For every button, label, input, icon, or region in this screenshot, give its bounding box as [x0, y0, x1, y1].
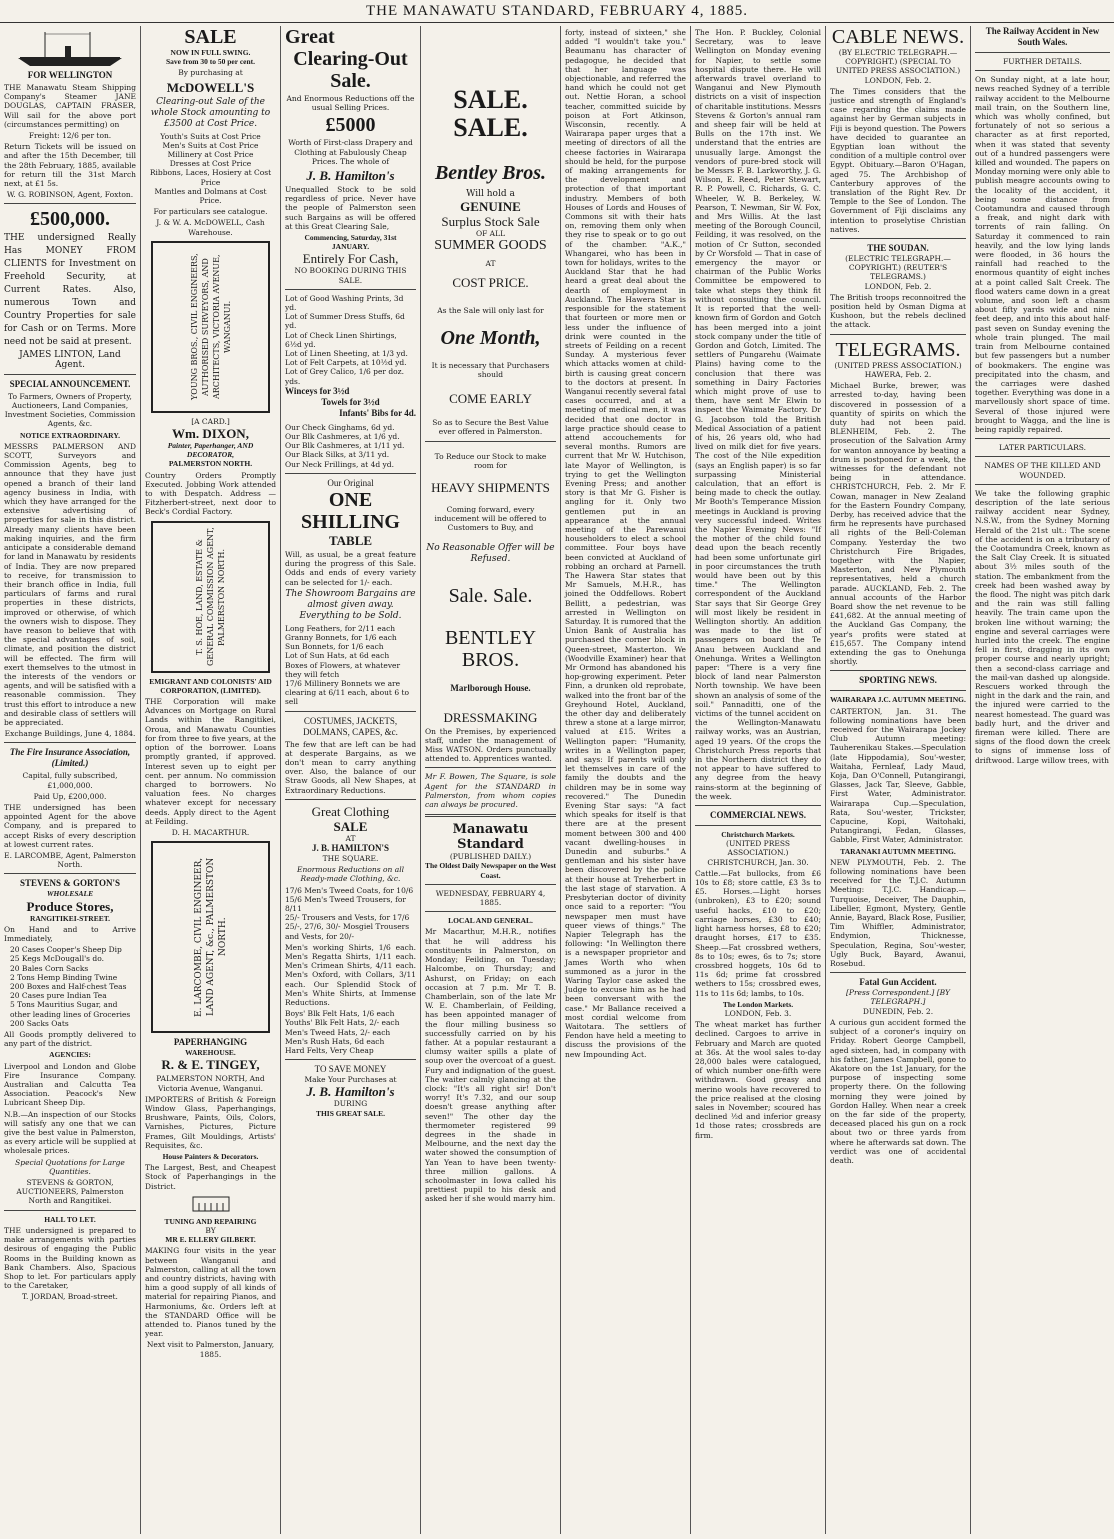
list-item: Boys' Blk Felt Hats, 1/6 each [285, 1009, 395, 1019]
stevens-sign: STEVENS & GORTON, AUCTIONEERS, Palmerston North and Rangitikei. [16, 1178, 124, 1206]
names: NAMES OF THE KILLED AND WOUNDED. [984, 461, 1101, 480]
list-item: 20 Cases Cooper's Sheep Dip [10, 945, 122, 955]
stevens-items [4, 945, 136, 1028]
emigrant-body: THE Corporation will make Advances on Mortgage on Rural Lands within the Rangitikei, Oroua, and Manawatu Counties for from three to five years, at the option of the borrower. Loans promptly granted, if approved. Interest seven up to eight per cent. per annum. No commission charged to borrowers. No valuation fees. No charges whatever except for necessary deeds. Apply direct to the Agent at Feilding. [145, 697, 276, 826]
warehouse: WAREHOUSE. [185, 1048, 236, 1058]
list-item: 25/- Trousers and Vests, for 17/6 [285, 913, 410, 923]
square: THE SQUARE. [322, 853, 379, 863]
cable-sub: (BY ELECTRIC TELEGRAPH.—COPYRIGHT.) (SPECIAL TO UNITED PRESS ASSOCIATION.) [835, 48, 961, 76]
taranaki: TARANAKI AUTUMN MEETING. [840, 846, 956, 856]
agencies-title: AGENCIES: [49, 1050, 91, 1060]
list-item: Our Black Silks, at 3/11 yd. [285, 450, 390, 460]
soudan-sub: (ELECTRIC TELEGRAPH.—COPYRIGHT.) (REUTER'S TELEGRAMS.) [845, 254, 951, 282]
list-item: Lot of Grey Calico, 1/6 per doz. yds. [285, 367, 405, 386]
save-money: TO SAVE MONEY [314, 1064, 387, 1075]
house: Marlborough House. [450, 682, 531, 693]
london-date: LONDON, Feb. 3. [724, 1008, 792, 1018]
hall-body: THE undersigned is prepared to make arrangements with parties desirous of engaging the Public Rooms in the Building known as Bank Chambers. Also, Spacious Shop to let. For particulars apply to the Caretaker, [4, 1225, 136, 1291]
local-body: Mr Macarthur, M.H.R., notifies that he will address his constituents in Palmerston, on Monday; Feilding, on Tuesday; Halcombe, on Thursday; and Ashurst, on Friday; on each occasion at 7 p.m. Mr T. B. Chamberlain, son of the late Mr W. E. Chamberlain, of Feilding, has been appointed manager of the flour milling business so successfully carried on by his father. At a popular restaurant a clumsy waiter spills a plate of soup over the overcoat of a guest. Fury and indignation of the guest. The waiter calmly glancing at the clock: "It's all right sir! Don't worry! It's 7.32, and our soup doesn't grease anything after seven!" The other day the thermometer registered 99 degrees in the shade in Melbourne, and the next day the water showed the consumption of Yan Yean to have been twenty-three million gallons. A schoolmaster in Iowa called his prettiest pupil to his desk and asked her if she would marry him. [425, 927, 556, 1204]
column-6 [690, 26, 825, 1534]
dateline: WEDNESDAY, FEBRUARY 4, 1885. [435, 888, 546, 908]
during: DURING [333, 1099, 368, 1109]
list-item: 17/6 Men's Tweed Coats, for 10/6 [285, 885, 414, 895]
telegrams: TELEGRAMS. [835, 338, 961, 361]
list-item: Our Neck Frillings, at 4d yd. [285, 459, 394, 469]
shirts: Men's working Shirts, 1/6 each. Men's Regatta Shirts, 1/11 each. Men's Crimean Shirts, 4/11 each. Men's Oxford, with Collars, 3/11 each. Our Splendid Stock of Men's White Shirts, at Immense Reductions. [285, 942, 416, 1007]
sale-items [145, 132, 276, 206]
hall-title: HALL TO LET. [44, 1214, 96, 1224]
genuine: GENUINE [460, 199, 521, 215]
tingey-house: House Painters & Decorators. [162, 1151, 259, 1161]
list-item: 200 Sacks Oats [10, 1018, 69, 1028]
list-item: Men's Rush Hats, 6d each [285, 1036, 385, 1046]
steamship-icon [10, 28, 130, 68]
cost: COST PRICE. [452, 274, 529, 290]
cable: CABLE NEWS. [831, 26, 965, 48]
oldest: The Oldest Daily Newspaper on the West Coast. [425, 861, 556, 880]
column-7 [825, 26, 970, 1534]
fatal: Fatal Gun Accident. [859, 977, 937, 988]
chch-assoc: (UNITED PRESS ASSOCIATION.) [726, 839, 790, 858]
list-item: Lot of Summer Dress Stuffs, 6d yd. [285, 312, 405, 331]
ship-freight: Freight: 12/6 per ton. [28, 131, 112, 141]
column-8 [970, 26, 1114, 1534]
list-item: Lot of Linen Sheeting, at 1/3 yd. [285, 349, 408, 359]
gilbert: MR E. ELLERY GILBERT. [165, 1235, 256, 1245]
tuning: TUNING AND REPAIRING [164, 1216, 257, 1226]
list-item: 15/6 Men's Tweed Trousers, for 8/11 [285, 894, 406, 913]
sporting: SPORTING NEWS. [859, 675, 937, 686]
chch-body: Cattle.—Fat bullocks, from £6 10s to £8; store cattle, £3 3s to £5. Horses.—Light horses (unbroken), £3 to £20; sound useful hacks, £10 to £20; carriage horses, £30 to £40; light harness horses, £8 to £20; draught horses, £17 to £35. Sheep.—Fat crossbred wethers, 8s to 10s; ewes, 6s to 7s; store crossbred hoggets, 10s 6d to 11s 6d; prime fat crossbred wethers to 15s; crossbred ewes, 11s to 11s 6d; lambs, to 10s. [695, 868, 821, 998]
list-item: Sun Bonnets, for 1/6 each [285, 642, 384, 652]
clearing: Clearing-Out Sale. [293, 48, 408, 92]
soudan-date: LONDON, Feb. 2. [864, 281, 932, 291]
costumes: COSTUMES, JACKETS, DOLMANS, CAPES, &c. [303, 715, 398, 737]
costumes-body: The few that are left can be had at desperate Bargains, as we don't mean to carry anything over. Also, the balance of our Straw Goods, all New Shapes, at Extraordinary Reductions. [285, 739, 416, 795]
list-item: 20 Bales Corn Sacks [10, 963, 89, 973]
published: (PUBLISHED DAILY.) [449, 852, 532, 862]
ship-return: Return Tickets will be issued on and after the 15th December, till the 28th February, 1885, available for return till the 31st March next, at £1 5s. [4, 142, 136, 189]
lots2 [285, 423, 416, 469]
list-item: Men's Suits at Cost Price [162, 140, 259, 150]
sale-save: Save from 30 to 50 per cent. [165, 57, 256, 67]
hamilton: J. B. Hamilton's [306, 168, 395, 184]
coming: Coming forward, every inducement will be offered to Customers to Buy, and [434, 505, 547, 533]
hall-sign: T. JORDAN, Broad-street. [22, 1292, 118, 1302]
notice-title: NOTICE EXTRAORDINARY. [20, 430, 120, 440]
table-body: Will, as usual, be a great feature during the progress of this Sale. Odds and ends of every variety can be selected for 1/- each. [285, 549, 416, 587]
fire-capital: Capital, fully subscribed, £1,000,000. [22, 771, 118, 790]
bibs: Infants' Bibs for 4d. [339, 407, 416, 418]
shilling: ONE SHILLING [301, 488, 400, 533]
sale-sub: NOW IN FULL SWING. [170, 48, 251, 57]
clothes [285, 886, 416, 941]
dress: DRESSMAKING [443, 709, 538, 725]
masthead: THE MANAWATU STANDARD, FEBRUARY 4, 1885. [0, 0, 1114, 23]
agent-note: Mr F. Bowen, The Square, is sole Agent for the STANDARD in Palmerston, from whom copies can always be procured. [425, 772, 556, 810]
chch-title: Christchurch Markets. [721, 830, 795, 840]
tuning-by: BY [205, 1225, 216, 1235]
sale-by: By purchasing at [178, 68, 243, 78]
list-item: Youths' Blk Felt Hats, 2/- each [285, 1018, 400, 1028]
column-2 [140, 26, 280, 1534]
dixon-name: Wm. DIXON, [172, 426, 249, 442]
towels: Towels for 3½d [321, 396, 380, 407]
column-3 [280, 26, 420, 1534]
col5-body: forty, instead of sixteen," she added "I wouldn't take you." Beaumanu has character of pedagogue, he decided that that her language was objectionable, and referred the hand which he could not get out. Nettie Horan, a school teacher, committed suicide by poison at Fort Atkinson, Wisconsin, recently. A Wairarapa paper urges that a meeting of directors of all the cheese factories in Wairarapa should be held, for the purpose of making arrangements for the development and protection of that important industry. Members of both Houses of Lords and Houses of Commons sit with their hats on, removing them only when they rise to speak or to go out of the chamber. "A.K.," Whangarei, who has been in town for holidays, writes to the Auckland Star that he had heard a great deal about the dearth of employment in Auckland. The Hawera Star is responsible for the statement that fourteen or more men or less under the influence of drink were counted in the streets of Feilding on a recent Sunday. A mysterious fever which attacks women at child-birth is causing great concern to the doctors at present. In Wanganui recently several fatal cases occurred, and at a meeting of medical men, it was decided that one doctor in large practice should cease to attend accouchements for several months. Rumors are current that Mr W. Hutchison, late Mayor of Wellington, is trying to get the Wellington Evening Press; and another story is that Mr G. Fisher is angling for it. Only two gentlemen put in an appearance at the annual meeting of the Parewanui householders to elect a school committee. Four boys have been convicted at Auckland of robbing an orchard at Parnell. The Hawera Star states that Mr Samuels, M.H.R., has joined the Oddfellows. Robert Bellitt, a pedestrian, was arrested in Wellington on Saturday. It is rumored that the Union Bank of Australia has purchased the corner block in Queen-street, Masterton. We (Woodville Examiner) hear that Mr Ormond has abandoned his hop-growing experiment. Peter Finn, a drunken old reprobate, walked into the front bar of the Greyhound Hotel, Auckland, the other day and deliberately threw a stone at a large mirror, valued at £15. Writes a Wellington paper: "Humanity, writes in a Wellington paper, and says: If parents will only let themselves in care of the family the doubts and the children may be in some way recovered." The Dunedin Evening Star says: "A fact which speaks for itself is that there are at the present moment between 300 and 400 vacant dwelling-houses in Dunedin and suburbs." A gentleman and his sister have been discovered by the police at their house at Treherbert in the last stage of starvation. A Presbyterian doctor of divinity once said to a reporter: "You newspaper men must have queer views of things." The Napier Telegraph has the following: "In Wellington there is a newspaper proprietor and James Worth who when summoned as a juror in the Waring Taylor case asked the Judge to excuse him as he had been conversant with the case." Mr Ballance received a most cordial welcome from Waitotara. The settlers of Fendon have held a meeting to discuss the provisions of the new Impounding Act. [565, 28, 686, 1059]
list-item: Lot of Good Washing Prints, 3d yd. [285, 293, 404, 313]
tingey: R. & E. TINGEY, [161, 1057, 260, 1073]
chch-date: CHRISTCHURCH, Jan. 30. [707, 857, 809, 867]
dixon-place: PALMERSTON NORTH. [168, 459, 253, 469]
sale-header: SALE. SALE. [453, 85, 528, 142]
commencing: Commencing, Saturday, 31st JANUARY. [304, 233, 397, 252]
reduce: To Reduce our Stock to make room for [434, 451, 547, 470]
list-item: 17/6 Millinery Bonnets we are clearing at 6/11 each, about 6 to sell [285, 678, 410, 707]
agencies: Liverpool and London and Globe Fire Insurance Company. Australian and Calcutta Tea Association. Peacock's New Lubricant Sheep Dip. [4, 1061, 136, 1108]
fire-paid: Paid Up, £200,000. [33, 791, 107, 801]
paperhanging: PAPERHANGING [173, 1037, 248, 1048]
of-all: OF ALL [475, 229, 506, 239]
london-title: The London Markets. [722, 999, 794, 1009]
clothing: Great Clothing [311, 803, 390, 819]
wairarapa: WAIRARAPA J.C. AUTUMN MEETING. [830, 695, 966, 705]
list-item: Long Feathers, for 2/11 each [285, 623, 396, 633]
cable-body: The Times considers that the justice and strength of England's case regarding the claims made against her by German subjects in Fiji is beyond question. The Powers have decided to guarantee an Egyptian loan without the condition of a multiple control over Egypt. Obituary.—Baron O'Hagan, aged 75. The Archbishop of Canterbury approves of the translation of the Right Rev. Dr Temple to the See of London. The Government of Fiji disclaims any intention to proselytise Christian natives. [830, 86, 966, 234]
sale-title: SALE [184, 26, 237, 48]
list-item: Boxes of Flowers, at whatever they will fetch [285, 660, 401, 679]
sport-body: CARTERTON, Jan. 31. The following nominations have been received for the Wairarapa Jockey Club Autumn meeting: Tauherenikau Stakes.—Speculation (late Hippodamia), Sou'-wester, Waitaha, Fernleaf, Lady Maud, Koja, Dan O'Connell, Putangirangi, Glasses, Jack Tar, Sleeve, Gabble, First Water, Administrator. Wairarapa Cup.—Speculation, Rata, Sou'-wester, Trickster, Capucine, Kopi, Waitohaki, Putangirangi, Fedan, Glasses, Gabble, First Water, Administrator. [830, 706, 966, 845]
early: COME EARLY [449, 391, 532, 407]
list-item: 25/-, 27/6, 30/- Mosgiel Trousers and Vests, for 20/- [285, 922, 410, 941]
list-item: Men's Tweed Hats, 2/- each [285, 1027, 391, 1037]
this-sale: THIS GREAT SALE. [315, 1108, 386, 1118]
list-item: Lot of Felt Carpets, at 10½d yd. [285, 358, 407, 368]
list-item: 200 Boxes and Half-chest Teas [10, 982, 127, 992]
railway-headline: The Railway Accident in New South Wales. [985, 26, 1100, 47]
no-offer: No Reasonable Offer will be Refused. [426, 542, 555, 564]
bros: BENTLEY BROS. [444, 626, 537, 671]
heavy: HEAVY SHIPMENTS [431, 480, 550, 496]
money-amount: £500,000. [30, 208, 110, 231]
tel-hawera: HAWERA, Feb. 2. [864, 369, 932, 379]
list-item: Our Blk Cashmeres, at 1/6 yd. [285, 432, 400, 442]
stevens-special: Special Quotations for Large Quantities. [15, 1157, 125, 1176]
tingey-body: IMPORTERS of British & Foreign Window Glass, Paperhangings, Brushware, Paints, Oils, Colors, Varnishes, Pictures, Picture Frames, Gilt Mouldings, Artists' Requisites, &c. [145, 1094, 276, 1150]
cash: Entirely For Cash, [302, 251, 399, 267]
list-item: Youth's Suits at Cost Price [160, 131, 261, 141]
emigrant-sign: D. H. MACARTHUR. [171, 827, 250, 837]
dress-body: On the Premises, by experienced staff, under the management of Miss WATSON. Orders punctually attended to. Apprentices wanted. [425, 726, 556, 764]
list-item: Granny Bonnets, for 1/6 each [285, 632, 397, 642]
reductions: And Enormous Reductions off the usual Selling Prices. [286, 94, 415, 113]
taranaki-body: NEW PLYMOUTH, Feb. 2. The following nominations have been received for the T.J.C. Autumn Meeting: T.J.C. Handicap.—Turquoise, Deceiver, The Dauphin, Libeller, Egmont, Mystery, Gentle Annie, Bayard, Black Rose, Fusilier, Tim Whiffler, Administrator, Endymion, Thicknesse, Speculation, Regina, Sou'-wester, Ugly Buck, Bayard, Awanui, Rosebud. [830, 857, 966, 969]
money-ad: THE undersigned Really Has MONEY FROM CLIENTS for Investment on Freehold Security, at Current Rates. Also, numerous Town and Country Properties for sale for Cash or on Terms. More need not be said at present. [4, 233, 136, 348]
table: TABLE [328, 532, 373, 548]
gilbert-body: MAKING four visits in the year between Wanganui and Palmerston, calling at all the town and country districts, having with him a good supply of all kinds of material for repairing Pianos, and Harmoniums, &c. Orders left at the STANDARD Office will be attended to. Pianos tuned by the year. [145, 1246, 276, 1339]
sale-store: McDOWELL'S [166, 79, 255, 95]
enormous: Enormous Reductions on all Ready-made Clothing, &c. [296, 865, 404, 884]
stevens-stores: Produce Stores, [26, 898, 114, 914]
dixon-body: Country Orders Promptly Executed. Jobbing Work attended to with Despatch. Address — Fitzherbert-street, next door to Beck's Cordial Factory. [145, 470, 276, 517]
ship-agent: W. G. ROBINSON, Agent, Foxton. [6, 190, 134, 200]
railway-sub: FURTHER DETAILS. [1003, 57, 1082, 66]
surplus: Surplus Stock Sale [441, 214, 540, 230]
dixon-trade: Painter, Paperhanger, AND DECORATOR, [167, 441, 254, 460]
fire-agent: E. LARCOMBE, Agent, Palmerston North. [4, 850, 136, 870]
price: £5000 [325, 114, 376, 137]
piano-icon [191, 1193, 231, 1215]
stevens-nb: N.B.—An inspection of our Stocks will satisfy any one that we can give the best value in Palmerston, as every article will be supplied at wholesale prices. [4, 1109, 136, 1156]
special-sub: To Farmers, Owners of Property, Auctioneers, Land Companies, Investment Societies, Commission Agents, &c. [4, 391, 136, 429]
list-item: Our Blk Cashmeres, at 1/11 yd. [285, 441, 405, 451]
worth: Worth of First-class Drapery and Clothing at Fabulously Cheap Prices. The whole of [288, 138, 413, 166]
list-item: Lot of Sun Hats, at 6d each [285, 651, 390, 661]
notice-body: MESSRS PALMERSON AND SCOTT, Surveyors and Commission Agents, beg to announce that they have just opened a branch of their land agency business in India, with which they have arranged for the extensive advertising of properties for sale in this district. Already many clients have been making inquiries, and the firm anticipate a considerable demand for land in Manawatu by residents of India. They are now prepared to receive, for transmission to their branch office in India, full particulars of farms and rural properties in these districts, improved or otherwise, of which the owners wish to dispose. They have reason to believe that with the special advantages of soil, climate, and position the district will be effected. The firm will exert themselves to the utmost in the interests of the vendors or agents, and will be satisfied with a reasonable commission. They trust this effort to introduce a new and desirable class of settlers will be appreciated. [4, 441, 137, 727]
fire-title: The Fire Insurance Association, (Limited.) [9, 747, 131, 769]
secure: So as to Secure the Best Value ever offered in Palmerston. [432, 418, 549, 437]
at-label: AT [485, 259, 496, 269]
ship-title: FOR WELLINGTON [27, 70, 113, 80]
hamilton3: J. B. Hamilton's [306, 1084, 395, 1100]
list-item: 25 Kegs McDougall's do. [10, 954, 104, 964]
tel-body: Michael Burke, brewer, was arrested to-day, having been discovered in possession of a quantity of spirits on which the duty had not been paid. BLENHEIM, Feb. 2. The prosecution of the Salvation Army for wanton annoyance by beating a drum is postponed for a week, the witnesses for the defendant not being in attendance. CHRISTCHURCH, Feb. 2. Mr F. Cowan, manager in New Zealand for the Eastern Foundry Company, Derby, has received advice that the firm he represents have purchased all rights of the Bell-Coleman Company. Yesterday the two Christchurch Fire Brigades, together with the Napier, Masterton, and New Plymouth representatives, held a church parade. AUCKLAND, Feb. 2. The annual accounts of the Harbor Board show the net revenue to be £41,682. At the annual meeting of the Auckland Gas Company, the year's profits were stated at £15,657. The Company intend extending the gas to Onehunga shortly. [830, 381, 966, 667]
fire-body: THE undersigned has been appointed Agent for the above Company, and is prepared to accept Risks of every description at lowest current rates. [4, 802, 136, 849]
hoe-card: T. S. HOE, LAND, ESTATE & GENERAL COMMISSION AGENT, PALMERSTON NORTH. [151, 521, 270, 673]
commercial: COMMERCIAL NEWS. [709, 810, 806, 821]
notice-date: Exchange Buildings, June 4, 1884. [4, 729, 136, 739]
tel-assoc: (UNITED PRESS ASSOCIATION.) [834, 360, 962, 370]
local: LOCAL AND GENERAL. [448, 916, 533, 926]
original: Our Original [327, 477, 374, 488]
month: One Month, [440, 326, 541, 349]
purchases: Make Your Purchases at [304, 1075, 397, 1085]
cable-london: LONDON, Feb. 2. [864, 75, 932, 85]
soudan: THE SOUDAN. [867, 243, 929, 254]
sale2: SALE [333, 818, 368, 834]
list-item: 20 Cases pure Indian Tea [10, 991, 107, 1001]
stevens-title: STEVENS & GORTON'S [19, 878, 121, 889]
list-item: Ribbons, Laces, Hosiery at Cost Price [149, 168, 272, 187]
list-item: Mantles and Dolmans at Cost Price. [154, 186, 267, 206]
stevens-sub: WHOLESALE [46, 889, 94, 899]
paper-title: Manawatu Standard [452, 822, 529, 853]
sale-catalogue: For particulars see catalogue. [153, 207, 268, 217]
only: As the Sale will only last for [437, 305, 544, 315]
railway-body: On Sunday night, at a late hour, news reached Sydney of a terrible railway accident to the Melbourne mail train, on the Southern line, which was wholly confined, but fortunately of not so serious a character as at first reported, when it was stated that seventy out of a hundred passengers were killed and wounded. The papers on Monday morning were only able to publish meagre accounts owing to the locality of the accident, it being some distance from Cootamundra and caused through a freak, and night dark with torrents of rain falling. On Saturday it commenced to rain heavily, and the low lying lands were flooded, in 36 hours the rainfall had reached to the enormous quantity of eight inches at a point called Salt Creek. The flood waters came down in a great volume, and soon left a chasm about fifty yards wide and nine feet deep, and into this about half-past seven on Sunday evening the whole train plunged. The mail train from Melbourne contained but few passengers but a number of bookmakers. The engine was precipitated into the chasm, and the carriages were dashed together. Everything was done in a marvellously short space of time. Several of those injured were brought to Wagga, and the line is being rapidly repaired. [975, 75, 1110, 434]
lots [285, 294, 416, 386]
bentley: Bentley Bros. [434, 162, 547, 184]
fatal-body: A curious gun accident formed the subject of a coroner's inquiry on Friday. Robert George Campbell, aged sixteen, had, in company with his father, James Campbell, gone to Akatore on the 1st January, for the purpose of inspecting some property there. On the following morning they were joined by Gordon Halley. When near a creek on the far side of the property, deceased placed his gun on a rock about two or three yards from where he afterwards sat down. The verdict was one of accidental death. [830, 1017, 966, 1165]
soudan-body: The British troops reconnoitred the position held by Osman Digma at Kushoon, but the rebels declined the attack. [830, 292, 966, 330]
great: Great [285, 26, 335, 48]
hamilton-body: Unequalled Stock to be sold regardless of price. Never have the people of Palmerston seen such Bargains as will be offered at this Great Clearing Sale, [285, 185, 416, 231]
column-1 [0, 26, 140, 1534]
col6-body: The Hon. P. Buckley, Colonial Secretary, was to leave Wellington on Monday evening for Napier, to settle some hospital dispute there. He will afterwards travel overland to Wanganui and New Plymouth districts on a visit of inspection of charitable institutions. Messrs Stevens & Gorton's annual ram and sheep fair will be held at Bulls on the 17th inst. We understand that the entries are unusually large. Amongst the vendors of pure-bred stock will be Messrs F. B. Larkworthy, J. G. Wilson, E. Reed, Peter Stewart, R. P. Powell, C. Richards, G. C. Wheeler, W. B. Berkeley, W. Pearson, T. Newman, Sir W. Fox, and Mrs Willis. At the last meeting of the Borough Council, Feilding, it was resolved, on the motion of Cr Sutton, seconded by Cr Worsfold — That in case of emergency the mayor or chairman of the Public Works Committee be empowered to take what steps they think fit without consulting the council. It is reported that the well-known firm of Gordon and Gotch has been merged into a joint stock company under the title of Gordon and Gotch, Limited. The settlers of Pungarehu (Waimate Plains) having come to the conclusion that there was something in Dairy Factories which might prove of use to them, have sent Mr Elwin to inspect the Waimate Factory. Dr G. Jacobson told the British Medical Association of a patient of his, 26 years old, who had lived on milk diet for five years. The cost of the Nile expedition (says an English paper) is so far surpassing Ministerial calculation, that an effort is being made to check the outlay. Mr Booth's Temperance Mission meetings in Auckland is proving very successful indeed. Writes the Napier Evening News: "If the mother of the child found dead upon the beach recently had been some unfortunate girl in poor circumstances the truth would have been out by this time." The Wellington correspondent of the Auckland Star says that Sir George Grey will most likely be resident in Wellington shortly. An addition was made to the list of passengers on board the Te Anau between Auckland and Onehunga. Writes a Wellington paper: "There is a very fine block of land near Palmerston North township. We have been shown an analysis of some of the soil." Pannaditti, one of the victims of the tunnel accident on the Wellington-Manawatu railway works, was an Austrian, aged 19 years. Of the crops the Christchurch Press reports that in the Northern district they do not appear to have suffered to any degree from the heavy rains-storm at the beginning of the week. [695, 28, 821, 801]
list-item: Dresses at Cost Price [169, 159, 252, 169]
stevens-lead: On Hand and to Arrive Immediately, [4, 924, 136, 943]
emigrant-title: EMIGRANT AND COLONISTS' AID CORPORATION, (LIMITED). [149, 676, 272, 695]
column-5 [560, 26, 690, 1534]
no-booking: NO BOOKING DURING THIS SALE. [294, 266, 407, 285]
at: AT [345, 833, 356, 843]
sale-sign: J. & W. A. McDOWELL, Cash Warehouse. [156, 218, 265, 237]
feathers [285, 624, 416, 707]
later: LATER PARTICULARS. [998, 443, 1087, 453]
special-title: SPECIAL ANNOUNCEMENT. [9, 378, 131, 389]
will-hold: Will hold a [466, 189, 515, 199]
tingey-stock: The Largest, Best, and Cheapest Stock of Paperhangings in the District. [145, 1163, 276, 1191]
london-body: The wheat market has further declined. Cargoes to arrive in February and March are quoted at 36s. At the wool sales to-day 28,000 bales were catalogued, of which number one-fifth were withdrawn. Good greasy and merino wools have recovered to the price realised at the closing sales in November; scoured has declined ½d and inferior greasy 1d those rates; crossbreds are firm. [695, 1020, 821, 1140]
hamilton2: J. B. HAMILTON'S [311, 842, 390, 853]
later-body: We take the following graphic description of the late serious railway accident near Sydney, N.S.W., from the Sydney Morning Herald of the 21st ult.: The scene of the accident is on a tributary of the Cootamundra Creek, known as the Salt Clay Creek. It is situated about 3½ miles south of the station. The embankment from the creek had been washed away by the flood. The night was pitch dark and the rain was still falling heavily. The train came upon the broken line without warning; the engine and several carriages were hurled into the creek. The engine fell in first, dragging in its own proper course and nearly upright; then a second-class carriage and the mail-van dashed up alongside. Rescuers worked through the night in the dark and the rain, and the injured were carried to the nearest homestead. The guard was badly hurt, and the driver and fireman were killed. There are signs of the flood down the creek to signs of immense loss of driftwood. Large willow trees, with [975, 488, 1110, 765]
showroom: The Showroom Bargains are almost given away. Everything to be Sold. [285, 588, 416, 621]
necessary: It is necessary that Purchasers should [431, 360, 550, 380]
card-label: [A CARD.] [191, 416, 230, 426]
column-4 [420, 26, 560, 1534]
fatal-corr: [Press Correspondent.] [BY TELEGRAPH.] [846, 988, 950, 1007]
list-item: 5 Tons Mauritius Sugar, and other leading lines of Groceries [10, 1000, 131, 1019]
stevens-place: RANGITIKEI-STREET. [29, 913, 111, 923]
sale-sale: Sale. Sale. [448, 584, 533, 607]
hats [285, 1009, 416, 1055]
ship-ad: THE Manawatu Steam Shipping Company's Steamer JANE DOUGLAS, CAPTAIN FRASER, Will sail for the above port (circumstances permitting) on [4, 83, 136, 129]
list-item: Lot of Check Linen Shirtings, 6½d yd. [285, 330, 397, 349]
tingey-place: PALMERSTON NORTH, And Victoria Avenue, Wanganui. [156, 1074, 265, 1093]
summer: SUMMER GOODS [434, 238, 547, 254]
list-item: Our Check Ginghams, 6d yd. [285, 422, 395, 432]
larcombe-card: E. LARCOMBE, CIVIL ENGINEER, LAND AGENT, &c., PALMERSTON NORTH. [151, 841, 270, 1033]
list-item: Millinery at Cost Price [167, 150, 254, 160]
young-bros-card: YOUNG BROS., CIVIL ENGINEERS, AUTHORISED SURVEYORS, AND ARCHITECTS, VICTORIA AVENUE, WANGANUI. [151, 241, 270, 413]
money-agent: JAMES LINTON, Land Agent. [19, 350, 121, 370]
gilbert-next: Next visit to Palmerston, January, 1885. [146, 1340, 275, 1359]
fatal-date: DUNEDIN, Feb. 2. [862, 1006, 934, 1016]
sale-clearing: Clearing-out Sale of the whole Stock amounting to £3500 at Cost Price. [150, 96, 271, 129]
list-item: Hard Felts, Very Cheap [285, 1046, 374, 1056]
winceys: Winceys for 3½d [285, 385, 350, 396]
list-item: 2 Tons Hemp Binding Twine [10, 972, 118, 982]
stevens-note: All Goods promptly delivered to any part of the district. [4, 1030, 136, 1049]
